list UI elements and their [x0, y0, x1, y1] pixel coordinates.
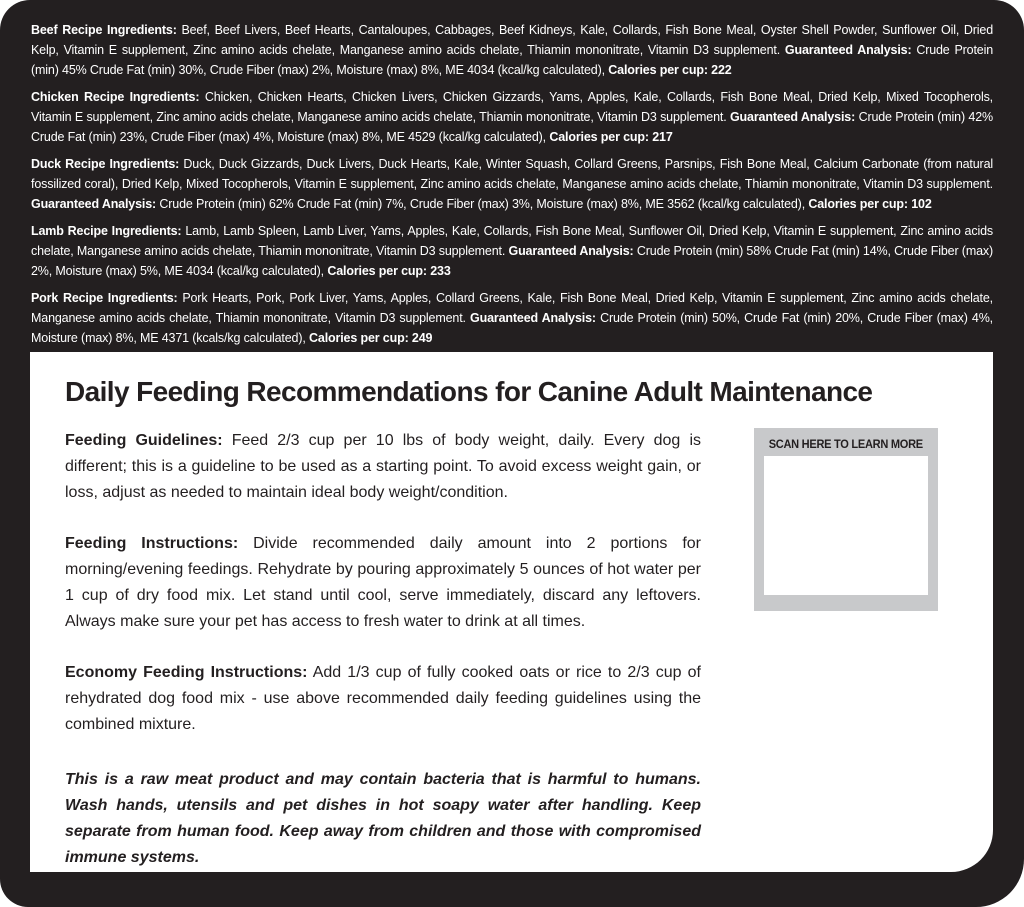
feeding-instructions-text: Divide recommended daily amount into 2 portions for morning/evening feedings. Rehydrate by pouring approximately 5 ounces of hot water per 1 cup of dry food mix. Let stand until cool, serve immediately, discard any leftovers. Always make sure your pet has access to fresh water to drink at all times. [65, 535, 702, 630]
beef-analysis-text: Crude Protein (min) 45% Crude Fat (min) 30%, Crude Fiber (max) 2%, Moisture (max) 8%, ME 4034 (kcal/kg calculated), [31, 43, 993, 77]
economy-feeding-paragraph [65, 660, 701, 738]
feeding-instructions-label: Feeding Instructions: [65, 535, 239, 552]
pork-recipe-paragraph [31, 288, 993, 348]
pork-calories-label: Calories per cup: 249 [309, 331, 433, 345]
duck-ingredients-text: Duck, Duck Gizzards, Duck Livers, Duck Hearts, Kale, Winter Squash, Collard Greens, Parsnips, Fish Bone Meal, Calcium Carbonate (from natural fossilized coral), Dried Kelp, Mixed Tocopherols, Vitamin E supplement, Zinc amino acids chelate, Manganese amino acids chelate, Thiamin mononitrate, Vitamin D3 supplement. [31, 157, 994, 191]
feeding-guidelines-paragraph [65, 428, 701, 506]
economy-feeding-label: Economy Feeding Instructions: [65, 664, 308, 681]
lamb-calories-label: Calories per cup: 233 [327, 264, 451, 278]
feeding-guidelines-text: Feed 2/3 cup per 10 lbs of body weight, daily. Every dog is different; this is a guideline to be used as a starting point. To avoid excess weight gain, or loss, adjust as needed to maintain ideal body weight/condition. [65, 432, 701, 501]
ingredients-section [31, 20, 993, 355]
lamb-recipe-paragraph [31, 221, 993, 281]
pork-ingredients-text: Pork Hearts, Pork, Pork Liver, Yams, Apples, Collard Greens, Kale, Fish Bone Meal, Dried Kelp, Vitamin E supplement, Zinc amino acids chelate, Manganese amino acids chelate, Thiamin mononitrate, Vitamin D3 supplement. [31, 291, 993, 325]
chicken-recipe-label: Chicken Recipe Ingredients: [31, 90, 200, 104]
feeding-guidelines-label: Feeding Guidelines: [65, 432, 223, 449]
beef-calories-label: Calories per cup: 222 [608, 63, 732, 77]
feeding-text-column [65, 428, 701, 871]
beef-recipe-paragraph [31, 20, 993, 80]
chicken-analysis-text: Crude Protein (min) 42% Crude Fat (min) 23%, Crude Fiber (max) 4%, Moisture (max) 8%, ME 4529 (kcal/kg calculated), [31, 110, 993, 144]
duck-recipe-label: Duck Recipe Ingredients: [31, 157, 180, 171]
feeding-instructions-paragraph [65, 531, 701, 635]
duck-calories-label: Calories per cup: 102 [808, 197, 932, 211]
economy-feeding-text: Add 1/3 cup of fully cooked oats or rice to 2/3 cup of rehydrated dog food mix - use above recommended daily feeding guidelines using the combined mixture. [65, 664, 701, 733]
lamb-ingredients-text: Lamb, Lamb Spleen, Lamb Liver, Yams, Apples, Kale, Collards, Fish Bone Meal, Sunflower Oil, Dried Kelp, Vitamin E supplement, Zinc amino acids chelate, Manganese amino acids chelate, Thiamin mononitrate, Vitamin D3 supplement. [31, 224, 993, 258]
beef-recipe-label: Beef Recipe Ingredients: [31, 23, 177, 37]
duck-analysis-text: Crude Protein (min) 62% Crude Fat (min) 7%, Crude Fiber (max) 3%, Moisture (max) 8%, ME 3562 (kcal/kg calculated), [159, 197, 806, 211]
lamb-analysis-text: Crude Protein (min) 58% Crude Fat (min) 14%, Crude Fiber (max) 2%, Moisture (max) 5%, ME 4034 (kcal/kg calculated), [31, 244, 993, 278]
beef-ingredients-text: Beef, Beef Livers, Beef Hearts, Cantaloupes, Cabbages, Beef Kidneys, Kale, Collards, Fish Bone Meal, Oyster Shell Powder, Sunflower Oil, Dried Kelp, Vitamin E supplement, Zinc amino acids chelate, Manganese amino acids chelate, Thiamin mononitrate, Vitamin D3 supplement. [31, 23, 993, 57]
pork-analysis-text: Crude Protein (min) 50%, Crude Fat (min) 20%, Crude Fiber (max) 4%, Moisture (max) 8%, ME 4371 (kcals/kg calculated), [31, 311, 993, 345]
duck-analysis-label: Guaranteed Analysis: [31, 197, 157, 211]
lamb-recipe-label: Lamb Recipe Ingredients: [31, 224, 182, 238]
chicken-recipe-paragraph [31, 87, 993, 147]
pork-analysis-label: Guaranteed Analysis: [470, 311, 596, 325]
panel-body [65, 428, 993, 871]
raw-meat-warning: This is a raw meat product and may contain bacteria that is harmful to humans. Wash hands, utensils and pet dishes in hot soapy water after handling. Keep separate from human food. Keep away from children and those with compromised immune systems. [65, 771, 701, 866]
beef-analysis-label: Guaranteed Analysis: [784, 43, 912, 57]
chicken-analysis-label: Guaranteed Analysis: [729, 110, 856, 124]
lamb-analysis-label: Guaranteed Analysis: [508, 244, 634, 258]
chicken-ingredients-text: Chicken, Chicken Hearts, Chicken Livers, Chicken Gizzards, Yams, Apples, Kale, Collards, Fish Bone Meal, Dried Kelp, Mixed Tocopherols, Vitamin E supplement, Zinc amino acids chelate, Manganese amino acids chelate, Thiamin mononitrate, Vitamin D3 supplement. [31, 90, 993, 124]
duck-recipe-paragraph [31, 154, 993, 214]
chicken-calories-label: Calories per cup: 217 [549, 130, 673, 144]
qr-code-placeholder [764, 456, 928, 595]
qr-scan-box [754, 428, 938, 611]
panel-title: Daily Feeding Recommendations for Canine Adult Maintenance [65, 376, 873, 407]
qr-scan-label: SCAN HERE TO LEARN MORE [768, 437, 924, 451]
feeding-recommendations-panel [30, 352, 993, 872]
pork-recipe-label: Pork Recipe Ingredients: [31, 291, 178, 305]
